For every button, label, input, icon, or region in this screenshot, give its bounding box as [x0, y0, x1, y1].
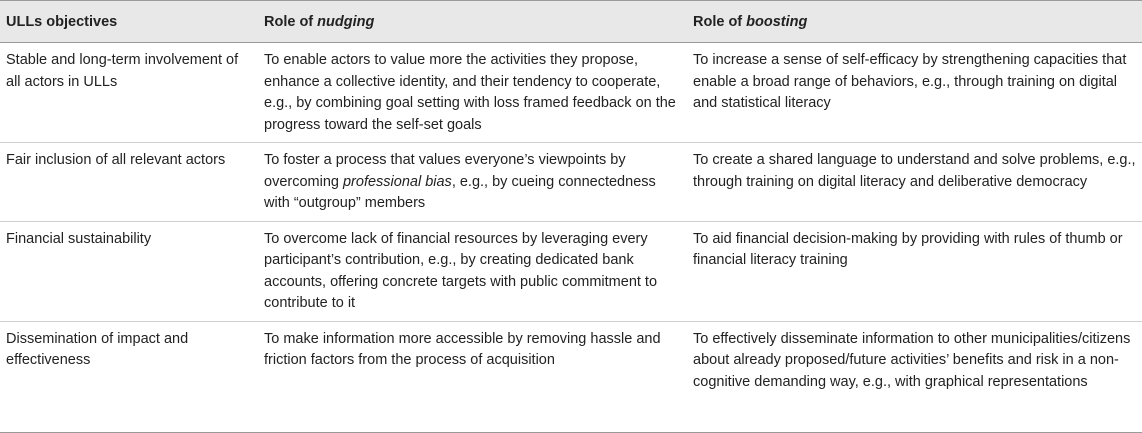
- header-nudging-em: nudging: [317, 13, 375, 30]
- header-objectives-label: ULLs objectives: [6, 13, 118, 30]
- boosting-cell: To aid financial decision-making by providing with rules of thumb or financial literacy training: [687, 221, 1142, 321]
- table-row: [0, 143, 1142, 222]
- table-header: [0, 1, 1142, 43]
- nudging-cell: [262, 143, 687, 222]
- nudging-text-before: To foster a process that values everyone’s viewpoints by overcoming: [264, 152, 626, 190]
- table-body: [0, 43, 1142, 433]
- nudging-cell: To enable actors to value more the activities they propose, enhance a collective identity, and their tendency to cooperate, e.g., by combining goal setting with loss framed feedback on the progress toward the self-set goals: [262, 43, 687, 143]
- nudging-cell: To overcome lack of financial resources by leveraging every participant’s contribution, e.g., by creating dedicated bank accounts, offering concrete targets with public commitment to contribute to it: [262, 221, 687, 321]
- boosting-cell: To effectively disseminate information to other municipalities/citizens about already proposed/future activities’ benefits and risk in a non-cognitive demanding way, e.g., with graphical representations: [687, 321, 1142, 432]
- table-row: [0, 321, 1142, 432]
- objective-cell: Fair inclusion of all relevant actors: [0, 143, 262, 222]
- boosting-cell: To create a shared language to understand and solve problems, e.g., through training on digital literacy and deliberative democracy: [687, 143, 1142, 222]
- nudging-text-after: , e.g., by cueing connectedness with “outgroup” members: [264, 173, 656, 211]
- header-boosting-prefix: Role of: [693, 13, 747, 30]
- objective-cell: Dissemination of impact and effectiveness: [0, 321, 262, 432]
- boosting-cell: To increase a sense of self-efficacy by strengthening capacities that enable a broad range of behaviors, e.g., through training on digital and statistical literacy: [687, 43, 1142, 143]
- table-row: [0, 221, 1142, 321]
- objective-cell: Financial sustainability: [0, 221, 262, 321]
- header-boosting: [687, 1, 1142, 43]
- nudging-cell: To make information more accessible by removing hassle and friction factors from the process of acquisition: [262, 321, 687, 432]
- table-row: [0, 43, 1142, 143]
- header-objectives: [0, 1, 262, 43]
- header-nudging: [262, 1, 687, 43]
- header-boosting-em: boosting: [746, 13, 808, 30]
- header-row: [0, 1, 1142, 43]
- nudging-text-em: professional bias: [342, 173, 452, 190]
- objective-cell: Stable and long-term involvement of all actors in ULLs: [0, 43, 262, 143]
- header-nudging-prefix: Role of: [264, 13, 318, 30]
